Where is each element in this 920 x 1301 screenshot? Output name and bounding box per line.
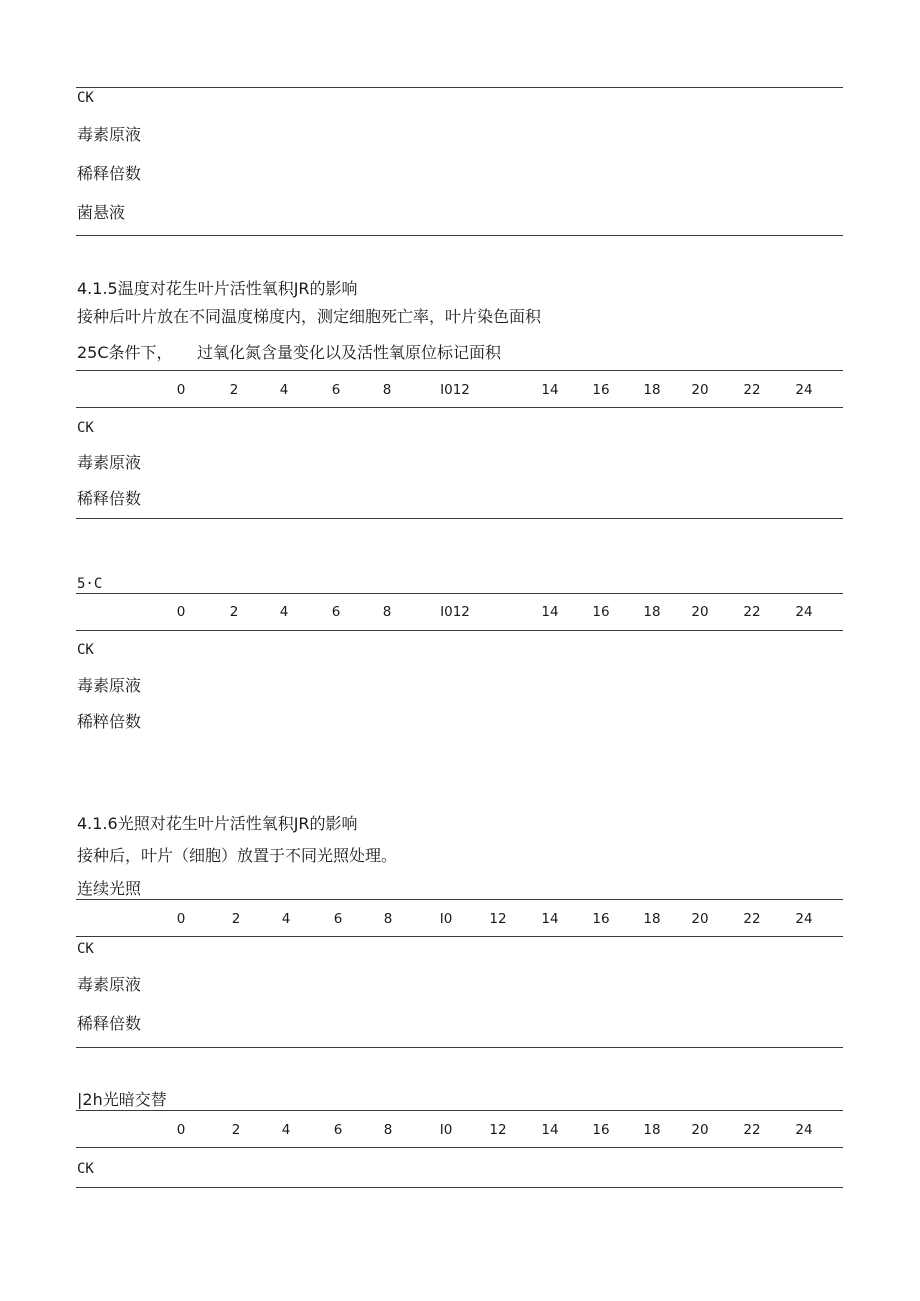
table1-row-toxin: 毒素原液: [77, 453, 142, 472]
table4-col-header: 4: [281, 1122, 291, 1138]
table2-col-header: 6: [331, 604, 341, 620]
table2-col-header: 24: [795, 604, 813, 620]
table2-col-header: 8: [382, 604, 392, 620]
table2-row-ck: CK: [77, 642, 94, 658]
table3-col-header: 4: [281, 911, 291, 927]
table3-col-header: 22: [743, 911, 761, 927]
table3-col-header: 20: [691, 911, 709, 927]
table2-row-dilution: 稀粹倍数: [77, 712, 142, 731]
table4-col-header: 6: [333, 1122, 343, 1138]
table4-label: |2h光暗交替: [77, 1090, 167, 1109]
table4-col-header: 2: [231, 1122, 241, 1138]
table3-col-header: 12: [489, 911, 507, 927]
table1-col-header: 6: [331, 382, 341, 398]
table2-label: 5·C: [77, 576, 103, 592]
table1-col-header: 4: [279, 382, 289, 398]
table3-label: 连续光照: [77, 879, 142, 898]
table4-col-header: I0: [439, 1122, 453, 1138]
table2-col-header: 2: [229, 604, 239, 620]
section-heading-temperature: 4.1.5温度对花生叶片活性氧积JR的影响: [77, 279, 358, 298]
table4-col-header: 18: [643, 1122, 661, 1138]
table-rule-top: [76, 87, 843, 88]
table1-col-header: 8: [382, 382, 392, 398]
table4-col-header: 12: [489, 1122, 507, 1138]
row-label-ck: CK: [77, 90, 94, 106]
table3-rule-bottom: [76, 1047, 843, 1048]
table1-rule-mid: [76, 407, 843, 408]
table4-row-ck: CK: [77, 1161, 94, 1177]
table3-col-header: 14: [541, 911, 559, 927]
table1-rule-bottom: [76, 518, 843, 519]
table4-rule-bottom: [76, 1187, 843, 1188]
table1-col-header: 22: [743, 382, 761, 398]
table3-row-dilution: 稀释倍数: [77, 1014, 142, 1033]
table1-col-header: 2: [229, 382, 239, 398]
table1-col-header: 24: [795, 382, 813, 398]
table3-rule-mid: [76, 936, 843, 937]
table1-col-header: 20: [691, 382, 709, 398]
table3-row-toxin: 毒素原液: [77, 975, 142, 994]
table3-col-header: 0: [176, 911, 186, 927]
table2-rule-mid: [76, 630, 843, 631]
table3-rule-top: [76, 899, 843, 900]
table4-rule-top: [76, 1110, 843, 1111]
table3-col-header: I0: [439, 911, 453, 927]
table4-col-header: 14: [541, 1122, 559, 1138]
table4-col-header: 8: [383, 1122, 393, 1138]
table4-col-header: 22: [743, 1122, 761, 1138]
row-label-dilution: 稀释倍数: [77, 164, 142, 183]
table2-row-toxin: 毒素原液: [77, 676, 142, 695]
table4-col-header: 24: [795, 1122, 813, 1138]
table1-row-dilution: 稀释倍数: [77, 489, 142, 508]
table2-col-header: I012: [440, 604, 470, 620]
condition-text: 过氧化氮含量变化以及活性氧原位标记面积: [197, 343, 502, 362]
row-label-suspension: 菌悬液: [77, 203, 126, 222]
table1-row-ck: CK: [77, 420, 94, 436]
table4-col-header: 16: [592, 1122, 610, 1138]
table2-col-header: 16: [592, 604, 610, 620]
table3-col-header: 24: [795, 911, 813, 927]
table-rule-bottom: [76, 235, 843, 236]
table3-col-header: 18: [643, 911, 661, 927]
table3-col-header: 8: [383, 911, 393, 927]
table3-col-header: 6: [333, 911, 343, 927]
table2-col-header: 20: [691, 604, 709, 620]
table3-col-header: 2: [231, 911, 241, 927]
condition-label: 25C条件下，: [77, 343, 173, 362]
table2-col-header: 14: [541, 604, 559, 620]
table1-col-header: 14: [541, 382, 559, 398]
table4-col-header: 20: [691, 1122, 709, 1138]
table2-col-header: 18: [643, 604, 661, 620]
table2-col-header: 22: [743, 604, 761, 620]
row-label-toxin: 毒素原液: [77, 125, 142, 144]
table1-col-header: 18: [643, 382, 661, 398]
table2-col-header: 4: [279, 604, 289, 620]
section-description: 接种后叶片放在不同温度梯度内，测定细胞死亡率，叶片染色面积: [77, 307, 542, 326]
table3-col-header: 16: [592, 911, 610, 927]
table2-rule-top: [76, 593, 843, 594]
table1-col-header: 16: [592, 382, 610, 398]
table3-row-ck: CK: [77, 941, 94, 957]
table4-col-header: 0: [176, 1122, 186, 1138]
table4-rule-mid: [76, 1147, 843, 1148]
section3-description: 接种后，叶片（细胞）放置于不同光照处理。: [77, 846, 398, 865]
section-heading-light: 4.1.6光照对花生叶片活性氧积JR的影响: [77, 814, 358, 833]
table1-col-header: 0: [176, 382, 186, 398]
table1-col-header: I012: [440, 382, 470, 398]
table2-col-header: 0: [176, 604, 186, 620]
table1-rule-top: [76, 370, 843, 371]
